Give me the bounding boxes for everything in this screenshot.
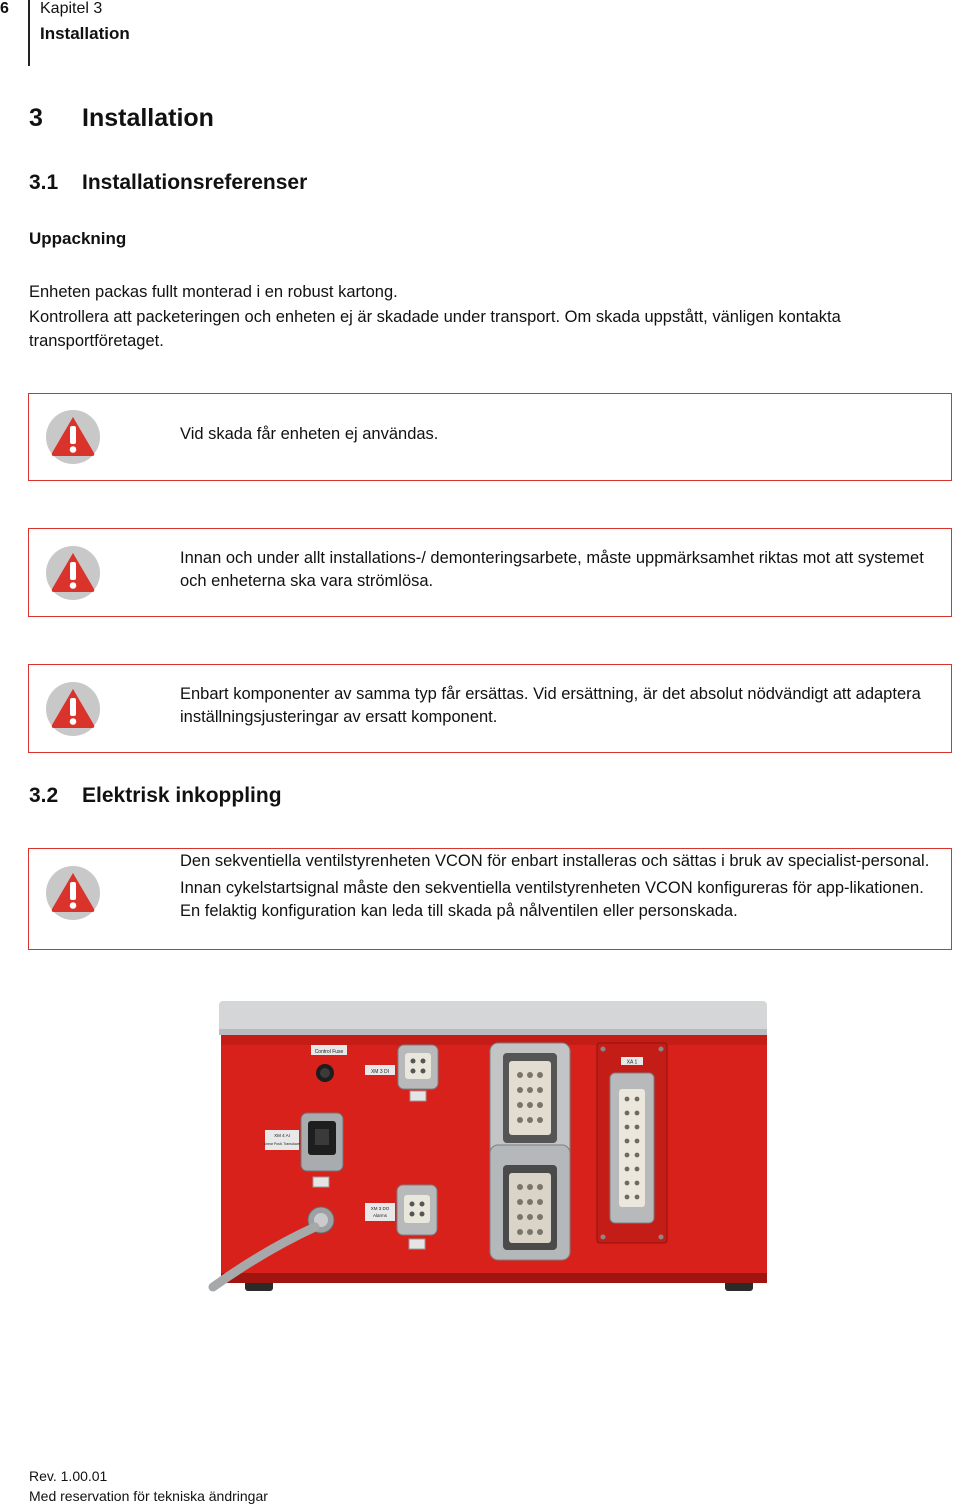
warning-text	[180, 850, 947, 923]
warning-text: Vid skada får enheten ej användas.	[180, 425, 439, 443]
label-control-fuse: Control Fuse	[314, 1049, 344, 1055]
header-divider	[28, 0, 30, 66]
footer-revision: Rev. 1.00.01	[29, 1468, 108, 1484]
unpacking-line-2: Kontrollera att packeteringen och enheten ej är skadade under transport. Om skada uppstått, vänligen kontakta transportföretaget.	[29, 308, 841, 350]
warning-box	[28, 528, 952, 617]
subsection-title: Elektrisk inkoppling	[82, 784, 282, 807]
warning-paragraph-1: Den sekventiella ventilstyrenheten VCON för enbart installeras och sättas i bruk av specialist-personal.	[180, 852, 930, 870]
warning-paragraph-2: Innan cykelstartsignal måste den sekventiella ventilstyrenheten VCON konfigureras för app-likationen. En felaktig konfiguration kan leda till skada på nålventilen eller personskada.	[180, 879, 924, 920]
warning-box	[28, 393, 952, 481]
section-heading	[29, 104, 214, 133]
warning-text: Innan och under allt installations-/ demonteringsarbete, måste uppmärksamhet riktas mot att systemet och enheterna ska vara strömlösa.	[180, 549, 924, 590]
subsection-heading-3-2	[29, 784, 282, 808]
electrical-warning-box	[28, 848, 952, 950]
header-title: Installation	[40, 24, 130, 43]
subsection-number: 3.1	[29, 171, 59, 194]
warning-icon	[45, 681, 101, 737]
subsection-heading-3-1	[29, 171, 307, 195]
section-number: 3	[29, 104, 43, 132]
page-number: 6	[0, 0, 9, 17]
unpacking-line-1: Enheten packas fullt monterad i en robust kartong.	[29, 283, 398, 301]
warning-icon	[45, 865, 101, 921]
label-xm3-di: XM 3 DI	[370, 1069, 390, 1075]
section-title: Installation	[82, 104, 214, 132]
label-xm3-do: XM 3 DO	[370, 1206, 390, 1211]
label-xa1: XA 1	[626, 1059, 638, 1066]
label-xm4-ai: XM 4 AI	[274, 1133, 290, 1138]
header-chapter: Kapitel 3	[40, 0, 103, 17]
label-xm3-do-sub: Alarms	[372, 1213, 388, 1218]
unpacking-heading: Uppackning	[29, 229, 127, 248]
subsection-title: Installationsreferenser	[82, 171, 308, 194]
warning-text: Enbart komponenter av samma typ får ersättas. Vid ersättning, är det absolut nödvändigt att adaptera inställningsjusteringar av ersatt komponent.	[180, 685, 921, 726]
warning-icon	[45, 545, 101, 601]
label-xm4-ai-sub: Linear Posit. Transducer	[263, 1142, 301, 1146]
subsection-number: 3.2	[29, 784, 59, 807]
warning-icon	[45, 409, 101, 465]
footer-note: Med reservation för tekniska ändringar	[29, 1488, 268, 1504]
warning-box	[28, 664, 952, 753]
vcon-device-photo	[205, 995, 775, 1295]
